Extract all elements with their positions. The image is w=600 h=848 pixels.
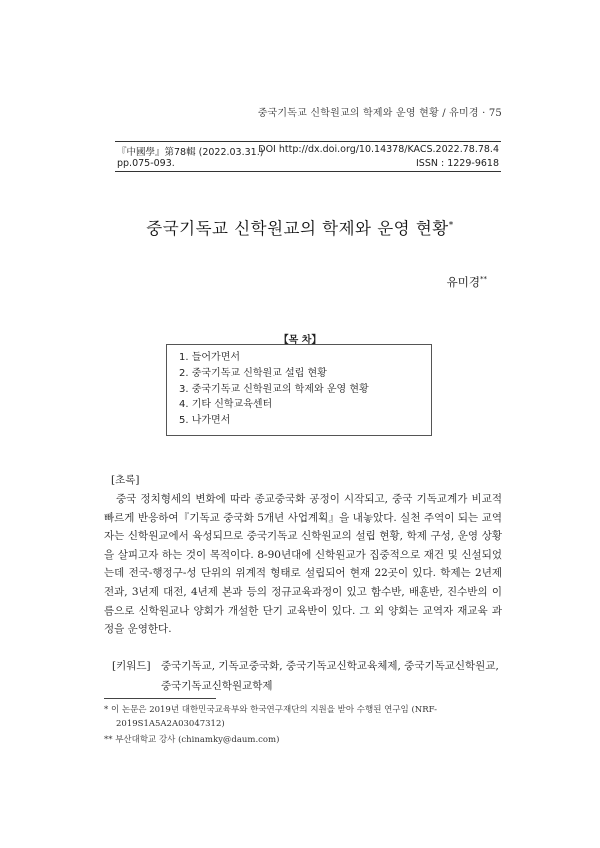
article-meta-box	[115, 141, 501, 172]
paper-title-text: 중국기독교 신학원교의 학제와 운영 현황	[146, 219, 449, 238]
footnote-funding	[104, 704, 504, 731]
toc-item[interactable]: 3. 중국기독교 신학원교의 학제와 운영 현황	[179, 383, 369, 395]
issn: ISSN : 1229-9618	[416, 158, 499, 169]
toc-item[interactable]: 2. 중국기독교 신학원교 설립 현황	[179, 367, 327, 379]
footnote-author: ** 부산대학교 강사 (chinamky@daum.com)	[104, 735, 280, 745]
page-range: pp.075-093.	[117, 158, 175, 169]
toc-item[interactable]: 4. 기타 신학교육센터	[179, 399, 273, 411]
toc-heading: 【목 차】	[278, 335, 322, 346]
footnote-divider	[104, 698, 216, 699]
running-header: 중국기독교 신학원교의 학제와 운영 현황 / 유미경 · 75	[257, 108, 502, 119]
title-footnote-mark[interactable]: *	[448, 220, 454, 231]
footnote-funding-text: * 이 논문은 2019년 대한민국교육부와 한국연구재단의 지원을 받아 수행된 연구임 (NRF-2019S1A5A2A03047312)	[104, 705, 437, 729]
author	[447, 274, 487, 290]
abstract-label: [초록]	[111, 474, 140, 486]
toc-item[interactable]: 1. 들어가면서	[179, 352, 241, 363]
toc-list	[179, 350, 369, 429]
toc-item[interactable]: 5. 나가면서	[179, 415, 231, 427]
author-footnote-mark[interactable]: **	[480, 275, 487, 284]
keywords-label: [키워드]	[112, 660, 151, 672]
paper-title	[0, 215, 600, 239]
table-of-contents	[166, 344, 432, 436]
journal-info: 『中國學』第78輯 (2022.03.31.)	[117, 147, 264, 158]
doi-link[interactable]: DOI http://dx.doi.org/10.14378/KACS.2022.78.78.4	[258, 144, 499, 155]
abstract-text: 중국 정치형세의 변화에 따라 종교중국화 공정이 시작되고, 중국 기독교계가 비교적 빠르게 반응하여『기독교 중국화 5개년 사업계획』을 내놓았다. 실천 주역이 되는 교역자는 신학원교에서 육성되므로 중국기독교 신학원교의 설립 현황, 학제 구성, 운영 상황을 살피고자 하는 것이 목적이다. 8-90년대에 신학원교가 집중적으로 재건 및 신설되었는데 전국-행정구-성 단위의 위계적 형태로 설립되어 현재 22곳이 있다. 학제는 2년제 전과, 3년제 대전, 4년제 본과 등의 정규교육과정이 있고 함수반, 배훈반, 진수반의 이름으로 신학원교나 양회가 개설한 단기 교육반이 있다. 그 외 양회는 교역자 재교육 과정을 운영한다.	[104, 493, 502, 636]
keywords-text: 중국기독교, 기독교중국화, 중국기독교신학교육체제, 중국기독교신학원교, 중국기독교신학원교학제	[161, 660, 499, 692]
author-name: 유미경	[446, 275, 480, 289]
